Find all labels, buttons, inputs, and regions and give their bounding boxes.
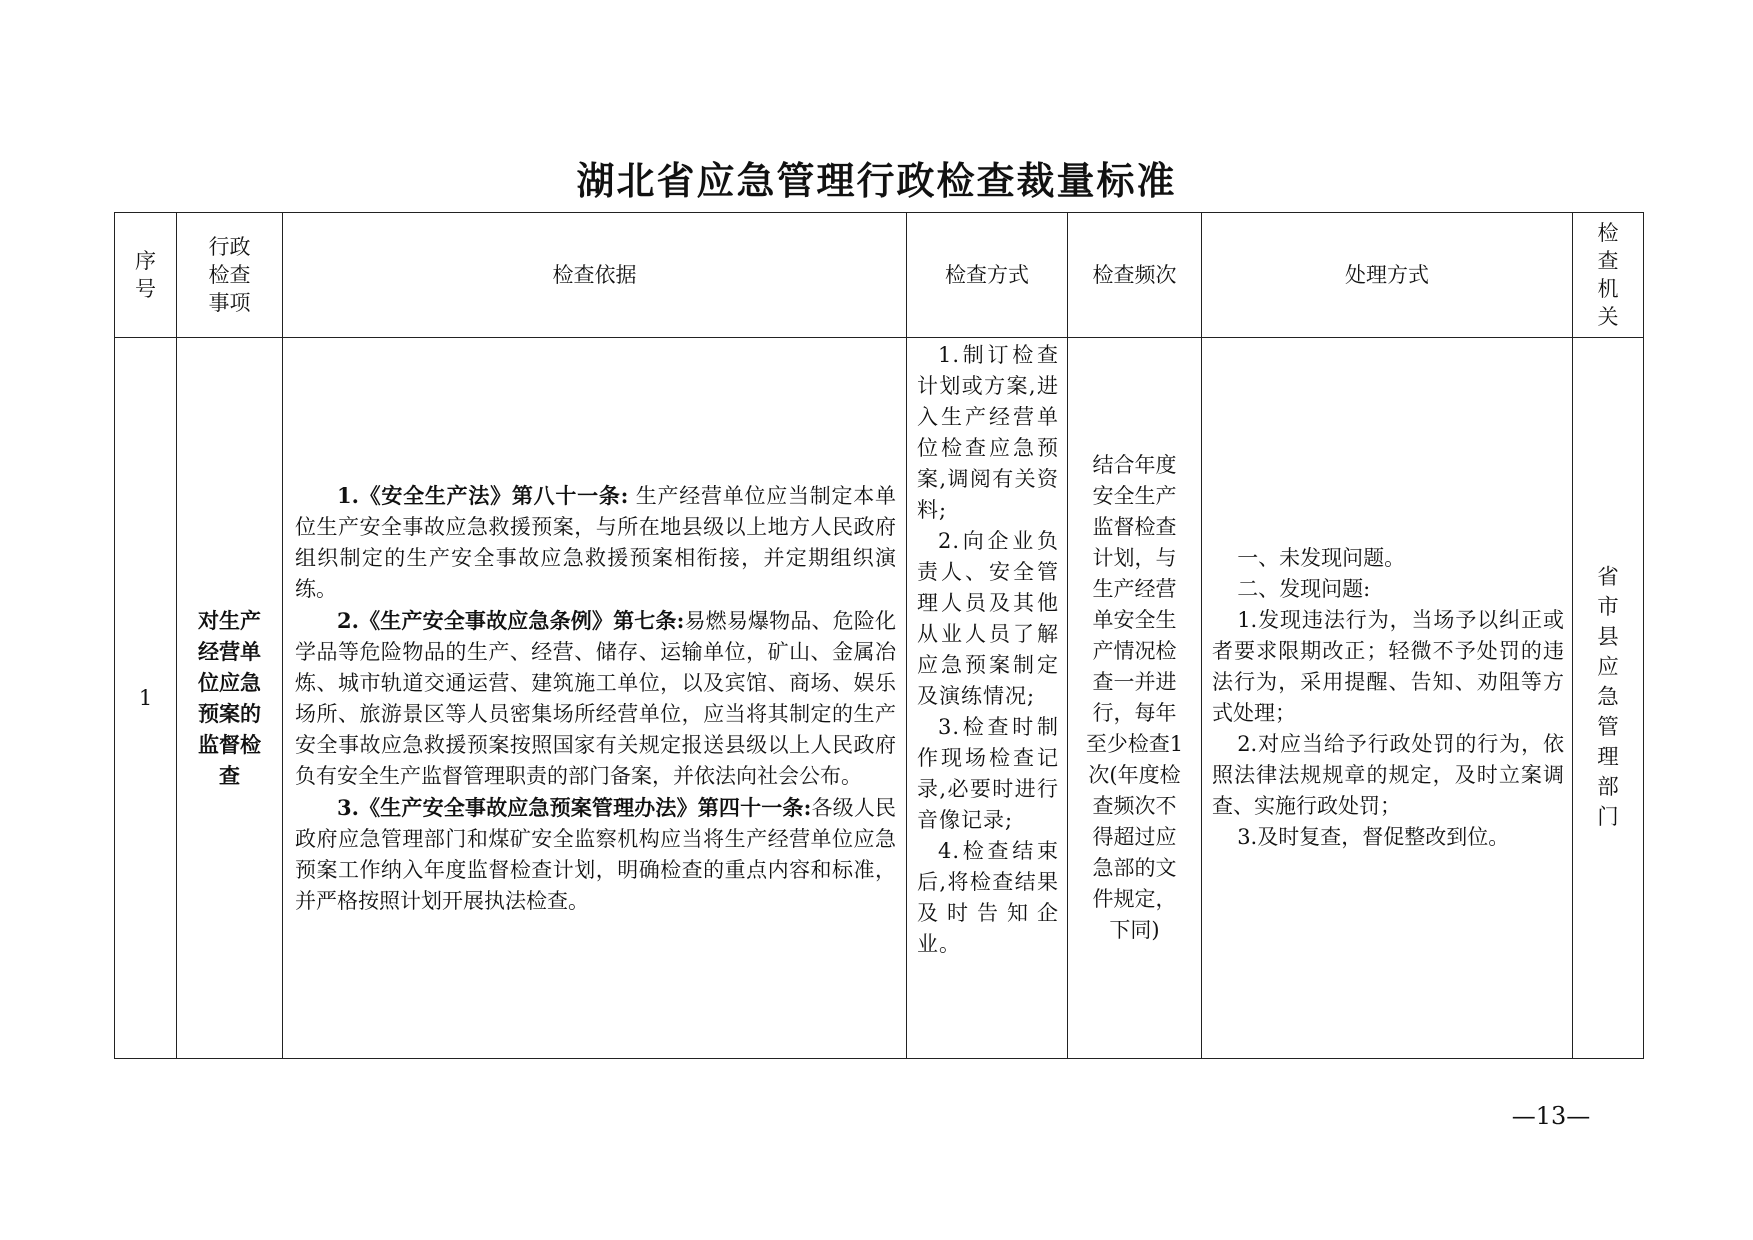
method-step: 4.检查结束后,将检查结果及时告知企业。: [917, 839, 1059, 956]
handling-line: 一、未发现问题。: [1237, 546, 1406, 570]
handling-line: 二、发现问题:: [1237, 577, 1371, 601]
basis-clause: 1.《安全生产法》第八十一条: 生产经营单位应当制定本单位生产安全事故应急救援预案，与所在地县级以上地方人民政府组织制定的生产安全事故应急救援预案相衔接，并定期组织演练。: [295, 482, 896, 601]
method-step: 1.制订检查计划或方案,进入生产经营单位检查应急预案,调阅有关资料;: [917, 343, 1059, 522]
header-authority: 检查机关: [1573, 213, 1644, 338]
row-frequency: 结合年度安全生产监督检查计划，与生产经营单安全生产情况检查一并进行，每年至少检查1次(年度检查频次不得超过应急部的文件规定，下同): [1068, 338, 1202, 1059]
table-header-row: [115, 213, 1644, 338]
row-basis: [283, 338, 907, 1059]
header-item: 行政检查事项: [177, 213, 283, 338]
handling-line: 2.对应当给予行政处罚的行为，依照法律法规规章的规定，及时立案调查、实施行政处罚；: [1212, 732, 1564, 818]
row-item: 对生产经营单位应急预案的监督检查: [177, 338, 283, 1059]
method-step: 3.检查时制作现场检查记录,必要时进行音像记录;: [917, 715, 1059, 832]
header-basis: 检查依据: [283, 213, 907, 338]
row-handling: [1202, 338, 1573, 1059]
header-method: 检查方式: [907, 213, 1068, 338]
document-title: 湖北省应急管理行政检查裁量标准: [576, 158, 1177, 203]
handling-line: 1.发现违法行为，当场予以纠正或者要求限期改正；轻微不予处罚的违法行为，采用提醒、告知、劝阻等方式处理；: [1212, 608, 1564, 725]
page-number: —13—: [1511, 1102, 1591, 1130]
row-authority: 省市县应急管理部门: [1573, 338, 1644, 1059]
method-step: 2.向企业负责人、安全管理人员及其他从业人员了解应急预案制定及演练情况;: [917, 529, 1059, 708]
row-method: [907, 338, 1068, 1059]
basis-clause: 3.《生产安全事故应急预案管理办法》第四十一条:各级人民政府应急管理部门和煤矿安全监察机构应当将生产经营单位应急预案工作纳入年度监督检查计划，明确检查的重点内容和标准，并严格按照计划开展执法检查。: [295, 794, 896, 913]
row-seq: 1: [115, 338, 177, 1059]
basis-clause: 2.《生产安全事故应急条例》第七条:易燃易爆物品、危险化学品等危险物品的生产、经营、储存、运输单位，矿山、金属冶炼、城市轨道交通运营、建筑施工单位，以及宾馆、商场、娱乐场所、旅游景区等人员密集场所经营单位，应当将其制定的生产安全事故应急救援预案按照国家有关规定报送县级以上人民政府负有安全生产监督管理职责的部门备案，并依法向社会公布。: [295, 607, 896, 788]
header-seq: 序号: [115, 213, 177, 338]
table-row: [115, 338, 1644, 1059]
header-frequency: 检查频次: [1068, 213, 1202, 338]
header-handling: 处理方式: [1202, 213, 1573, 338]
handling-line: 3.及时复查，督促整改到位。: [1237, 825, 1510, 849]
inspection-standard-table: [114, 212, 1644, 1059]
